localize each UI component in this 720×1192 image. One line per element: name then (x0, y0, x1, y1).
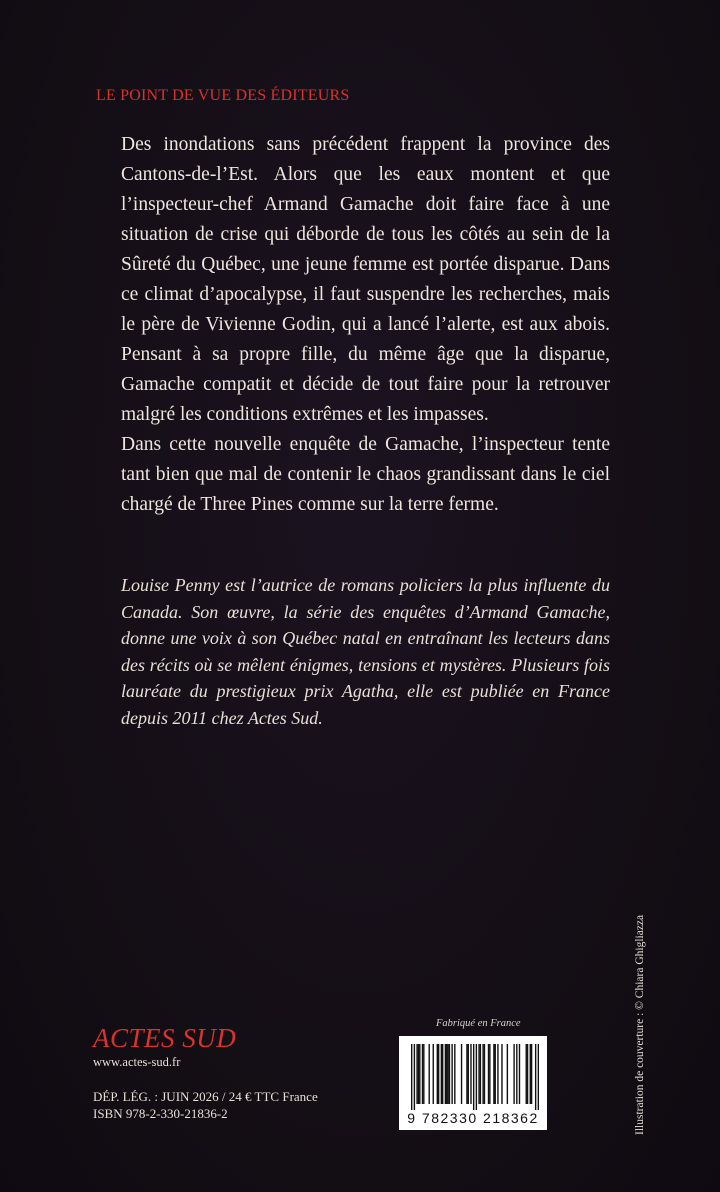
author-bio-text: Louise Penny est l’autrice de romans policiers la plus influente du Canada. Son œuvre, la série des enquêtes d’Armand Gamache, donne une voix à son Québec natal en entraînant les lecteurs dans des récits où se mêlent énigmes, tensions et mystères. Plusieurs fois lauréate du prestigieux prix Agatha, elle est publiée en France depuis 2011 chez Actes Sud. (121, 575, 610, 728)
barcode-bar (437, 1044, 438, 1104)
blurb-paragraph-2-text: Dans cette nouvelle enquête de Gamache, l’inspecteur tente tant bien que mal de contenir le chaos grandissant dans le ciel chargé de Three Pines comme sur la terre ferme. (121, 434, 610, 515)
barcode-bar (526, 1044, 527, 1104)
barcode-bar (482, 1044, 483, 1104)
blurb-paragraph-2 (99, 430, 610, 520)
barcode-bar (422, 1044, 423, 1104)
barcode-guard-bar (411, 1044, 412, 1110)
barcode-bar (484, 1044, 485, 1104)
barcode-bar (516, 1044, 517, 1104)
barcode-bar (446, 1044, 447, 1104)
barcode-bar (423, 1044, 424, 1104)
barcode-bar (493, 1044, 494, 1104)
publisher-url: www.actes-sud.fr (93, 1055, 181, 1069)
barcode-bar (438, 1044, 439, 1104)
barcode-bar (433, 1044, 434, 1104)
barcode-digits: 9 782330 218362 (407, 1110, 539, 1126)
barcode-guard-bar (476, 1044, 477, 1110)
barcode-bar (447, 1044, 448, 1104)
barcode-guard-bar (414, 1044, 415, 1110)
barcode-bar (449, 1044, 450, 1104)
book-blurb (121, 130, 610, 520)
barcode-guard-bar (473, 1044, 474, 1110)
barcode-bar (419, 1044, 420, 1104)
barcode-bars (411, 1044, 539, 1110)
section-heading: LE POINT DE VUE DES ÉDITEURS (96, 87, 350, 104)
barcode-bar (451, 1044, 452, 1104)
barcode-bar (480, 1044, 481, 1104)
author-bio (121, 572, 610, 731)
barcode-bar (461, 1044, 462, 1104)
barcode-bar (454, 1044, 455, 1104)
cover-credit: Illustration de couverture : © Chiara Ghigliazza (634, 914, 646, 1135)
barcode-bar (416, 1044, 417, 1104)
blurb-paragraph-1: Des inondations sans précédent frappent la province des Cantons-de-l’Est. Alors que les eaux montent et que l’inspecteur-chef Armand Gamache doit faire face à une situation de crise qui déborde de tous les côtés au sein de la Sûreté du Québec, une jeune femme est portée disparue. Dans ce climat d’apocalypse, il faut suspendre les recherches, mais le père de Vivienne Godin, qui a lancé l’alerte, est aux abois. Pensant à sa propre fille, du même âge que la disparue, Gamache compatit et décide de tout faire pour la retrouver malgré les conditions extrêmes et les impasses. (121, 134, 610, 425)
barcode-bar (442, 1044, 443, 1104)
barcode-bar (501, 1044, 502, 1104)
made-in-label: Fabriqué en France (436, 1018, 521, 1029)
barcode-guard-bar (535, 1044, 536, 1110)
barcode-bar (527, 1044, 528, 1104)
publisher-logo: ACTES SUD (93, 1023, 237, 1053)
legal-deposit: DÉP. LÉG. : JUIN 2026 / 24 € TTC France (93, 1089, 318, 1104)
barcode-bar (488, 1044, 489, 1104)
barcode-bar (513, 1044, 514, 1104)
barcode-guard-bar (538, 1044, 539, 1110)
barcode-bar (429, 1044, 430, 1104)
barcode-bar (489, 1044, 490, 1104)
isbn: ISBN 978-2-330-21836-2 (93, 1106, 228, 1121)
barcode-bar (441, 1044, 442, 1104)
barcode-bar (468, 1044, 469, 1104)
barcode-bar (531, 1044, 532, 1104)
barcode-bar (497, 1044, 498, 1104)
barcode-bar (495, 1044, 496, 1104)
barcode (399, 1036, 547, 1130)
barcode-bar (519, 1044, 520, 1104)
legal-info (93, 1088, 318, 1122)
barcode-bar (478, 1044, 479, 1104)
barcode-bar (466, 1044, 467, 1104)
barcode-bar (418, 1044, 419, 1104)
barcode-bar (507, 1044, 508, 1104)
barcode-bar (445, 1044, 446, 1104)
barcode-bar (530, 1044, 531, 1104)
barcode-bar (470, 1044, 471, 1104)
